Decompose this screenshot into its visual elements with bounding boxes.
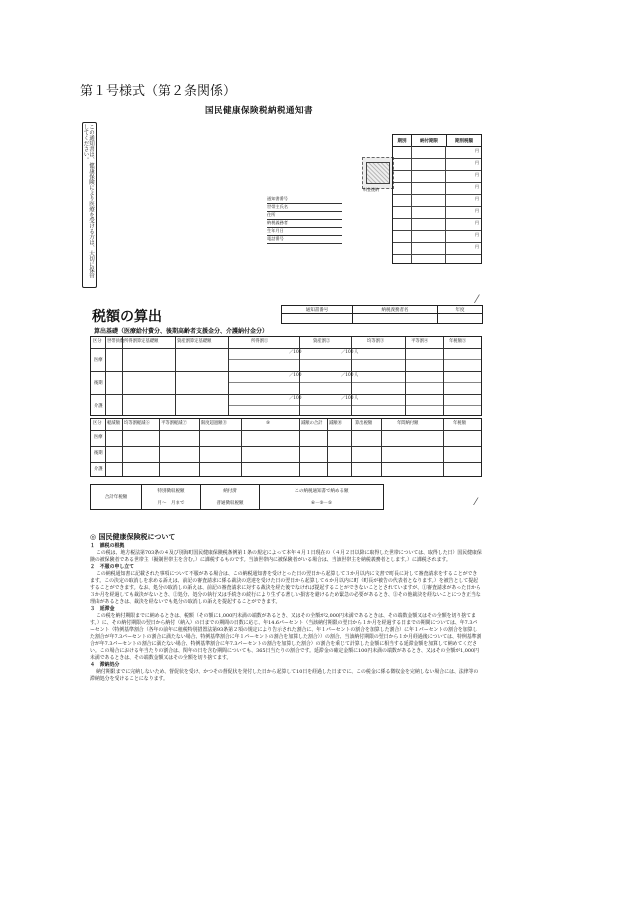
divider xyxy=(122,419,123,476)
tax-calc-title: 税額の算出 xyxy=(92,309,162,325)
cut-mark-icon: ⁄ xyxy=(475,497,477,508)
address-label: 通知書番号 xyxy=(267,196,288,202)
header-asset-base: 資産割算定基礎額 xyxy=(177,339,212,344)
yen-unit: 円 xyxy=(475,220,479,225)
yen-unit: 円 xyxy=(475,196,479,201)
section-body: この納税通知書に記載された事項について不服がある場合は、この納税通知書を受けとった日の翌日から起算して３か月以内に文書で町長に対して審査請求をすることができます。この決定の取消しを求める訴えは、前記の審査請求に係る裁決の送達を受けた日の翌日から起算して６か月以内に町（町長が被告の代表者となります。）を被告として提起することができます。なお、処分の取消しの訴えは、前記の審査請求に対する裁決を経た後でなければ提起することができないこととされていますが、①審査請求があった日から３か月を経過しても裁決がないとき、②処分、処分の執行又は手続きの続行により生ずる著しい損害を避けるため緊急の必要があるとき、③その他裁決を経ないことにつき正当な理由があるときは、裁決を経ないでも処分の取消しの訴えを提起することができます。 xyxy=(90,571,481,605)
table-row xyxy=(393,218,481,219)
divider xyxy=(105,337,106,415)
about-title: ◎ 国民健康保険税について xyxy=(90,533,176,541)
section-body: この税は、地方税法第703条の４及び別海町国民健康保険税条例第１条の規定によって本年４月１日現在の（４月２日以降に取得した世帯については、取得した日）国民健康保険の被保険者である世帯主（擬制世帯主を含む。）に課税するものです。当該世帯内に被保険者がいる場合は、当該世帯主を納税義務者とします。）に課税されます。 xyxy=(90,550,482,563)
header-calculated-tax: 算出税額 xyxy=(355,421,373,426)
tax-calc-basis: 算出基礎（医療給付費分、後期高齢者支援金分、介護納付金分） xyxy=(94,328,269,335)
total-tax-label: 合計年税額 xyxy=(104,495,128,500)
yen-unit: 円 xyxy=(475,208,479,213)
notice-title: 国民健康保険税納税通知書 xyxy=(205,106,314,116)
table-row xyxy=(393,194,481,195)
normal-collection-label: 普通徴収税額 xyxy=(216,501,244,506)
special-collection-months: 月～ 月まで xyxy=(157,501,185,506)
header-division: 区分 xyxy=(93,421,102,426)
rate-mark: ／100 xyxy=(289,373,302,378)
section-heading: ３ 延滞金 xyxy=(90,606,115,612)
table-row xyxy=(393,158,481,159)
divider xyxy=(91,394,481,395)
schedule-header-amount: 期別税額 xyxy=(455,138,473,144)
divider xyxy=(241,419,242,476)
header-annual-payment: 年間納付額 xyxy=(397,421,419,426)
people-mark: 人 xyxy=(354,373,359,378)
cut-mark-icon: ⁄ xyxy=(476,293,478,306)
row-label-elderly: 後期 xyxy=(94,381,103,386)
paid-label: 納付済 xyxy=(223,489,237,494)
divider xyxy=(411,146,412,263)
address-block xyxy=(267,196,342,244)
divider xyxy=(91,430,481,431)
divider xyxy=(91,371,481,372)
table-row xyxy=(393,182,481,183)
section-heading: １ 課税の根拠 xyxy=(90,543,125,549)
header-annual-tax: 年税額 xyxy=(453,421,466,426)
header-division: 区分 xyxy=(93,339,102,344)
section-heading: ２ 不服の申し立て xyxy=(90,564,135,570)
people-mark: 人 xyxy=(354,350,359,355)
address-label: 世帯主氏名 xyxy=(267,204,288,210)
divider xyxy=(175,337,176,415)
postage-stamp-label: 料金後納 xyxy=(363,187,379,192)
divider xyxy=(228,337,229,415)
form-number: 第１号様式（第２条関係） xyxy=(80,84,237,99)
divider xyxy=(445,146,446,263)
header-per-capita: 均等割③ xyxy=(367,339,385,344)
header-excess: 限度超過額⑧ xyxy=(201,421,227,426)
rate-mark: ／100 xyxy=(341,396,354,401)
divider xyxy=(351,419,352,476)
side-notice-text: この通知書は、健康保険により医療を受ける方は、大切に保管してください。 xyxy=(82,124,94,278)
section-body: この税を納付期限までに納めるときは、税額（その額に1,000円未満の端数があるとき、又はその全額が2,000円未満であるときは、その端数金額又はその全額を切り捨てます。）に、その納付期限の翌日から納付（納入）の日までの期間の日数に応じ、年14.6パーセント（当該納付期限の翌日から１か月を経過する日までの期間については、年7.3パーセント（特例基準割合（各年の前年に租税特別措置法第93条第２項の規定により告示された割合に、年１パーセントの割合を加算した割合）に年１パーセントの割合を加算した割合が年7.3パーセントの割合に満たない場合、特例基準割合に年１パーセントの割合を加算した割合））の割合、当該納付期限の翌日から１か月経過後については、特例基準割合が年7.3パーセントの割合に満たない場合、特例基準割合に年7.3パーセントの割合を加算した割合）の割合を乗じて計算した金額に相当する延滞金額を加算して納めてください。この場合における年当たりの割合は、閏年の日を含む期間についても、365日当たりの割合です。延滞金の確定金額に100円未満の端数があるとき、又はその全額が1,000円未満であるときは、その端数金額又はその全額を切り捨てます。 xyxy=(90,613,482,661)
rate-mark: ／100 xyxy=(341,373,354,378)
schedule-header-period: 期別 xyxy=(393,135,412,146)
divider xyxy=(91,462,481,463)
schedule-header-due-date: 納付期限 xyxy=(412,135,447,146)
rate-mark: ／100 xyxy=(289,396,302,401)
divider xyxy=(443,337,444,415)
divider xyxy=(91,446,481,447)
postage-stamp-icon xyxy=(366,162,390,184)
address-label: 電話番号 xyxy=(267,236,284,242)
divider xyxy=(381,419,382,476)
header-income-levy: 所得割① xyxy=(251,339,269,344)
address-label: 住所 xyxy=(267,212,276,218)
row-label-elderly: 後期 xyxy=(94,451,103,456)
divider xyxy=(327,419,328,476)
tax-calc-upper-table xyxy=(90,336,482,416)
header-reduction: 軽減額 xyxy=(107,421,120,426)
yen-unit: 円 xyxy=(475,160,479,165)
head-col-notice-no: 通知書番号 xyxy=(282,307,352,314)
divider xyxy=(159,419,160,476)
yen-unit: 円 xyxy=(475,244,479,249)
yen-unit: 円 xyxy=(475,172,479,177)
amount-due-formula: ⑥－⑨－⑤ xyxy=(310,501,333,506)
special-collection-label: 特別徴収税額 xyxy=(157,489,185,494)
head-col-year: 年度 xyxy=(438,307,482,314)
header-members: 世帯員数 xyxy=(107,339,125,344)
row-label-medical: 医療 xyxy=(94,358,103,363)
people-mark: 人 xyxy=(354,396,359,401)
address-label: 納税義務者 xyxy=(267,220,288,226)
divider xyxy=(105,419,106,476)
about-body xyxy=(90,543,482,683)
header-reduction-total: 減額の合計 xyxy=(301,421,323,426)
divider xyxy=(405,337,406,415)
section-body: 納付期限までに完納しないため、督促状を受け、かつその督促状を発付した日から起算して10日を経過した日までに、この税金に係る徴収金を完納しない場合には、法律等の滞納処分を受けることになります。 xyxy=(90,669,479,682)
tax-calc-lower-table xyxy=(90,418,482,477)
divider xyxy=(299,419,300,476)
yen-unit: 円 xyxy=(475,148,479,153)
section-heading: ４ 滞納処分 xyxy=(90,662,120,668)
header-asset-levy: 資産割② xyxy=(313,339,331,344)
header-per-capita-reduction: 均等割軽減⑥ xyxy=(124,421,150,426)
divider xyxy=(443,419,444,476)
table-row xyxy=(393,230,481,231)
row-label-care: 介護 xyxy=(94,404,103,409)
rate-mark: ／100 xyxy=(289,350,302,355)
header-flat-reduction: 平等割軽減⑦ xyxy=(161,421,187,426)
table-row xyxy=(393,254,481,255)
header-reduction-ten: 減額⑩ xyxy=(329,421,342,426)
header-annual-tax: 年税額⑤ xyxy=(449,339,467,344)
divider xyxy=(199,419,200,476)
table-row xyxy=(393,242,481,243)
header-nine: ⑨ xyxy=(266,421,270,426)
address-label: 生年月日 xyxy=(267,228,284,234)
row-label-medical: 医療 xyxy=(94,435,103,440)
amount-due-label: この納税通知書で納める額 xyxy=(294,489,349,494)
header-income-base: 所得割算定基礎額 xyxy=(124,339,159,344)
row-label-care: 介護 xyxy=(94,467,103,472)
tax-calc-head-table xyxy=(281,305,483,324)
table-row xyxy=(393,206,481,207)
divider xyxy=(91,348,481,349)
yen-unit: 円 xyxy=(475,184,479,189)
total-summary-box xyxy=(90,484,384,510)
yen-unit: 円 xyxy=(475,232,479,237)
head-col-taxpayer: 納税義務者名 xyxy=(353,307,437,314)
payment-schedule-table xyxy=(392,134,482,264)
header-flat-rate: 平等割④ xyxy=(411,339,429,344)
table-row xyxy=(393,170,481,171)
divider xyxy=(122,337,123,415)
rate-mark: ／100 xyxy=(341,350,354,355)
